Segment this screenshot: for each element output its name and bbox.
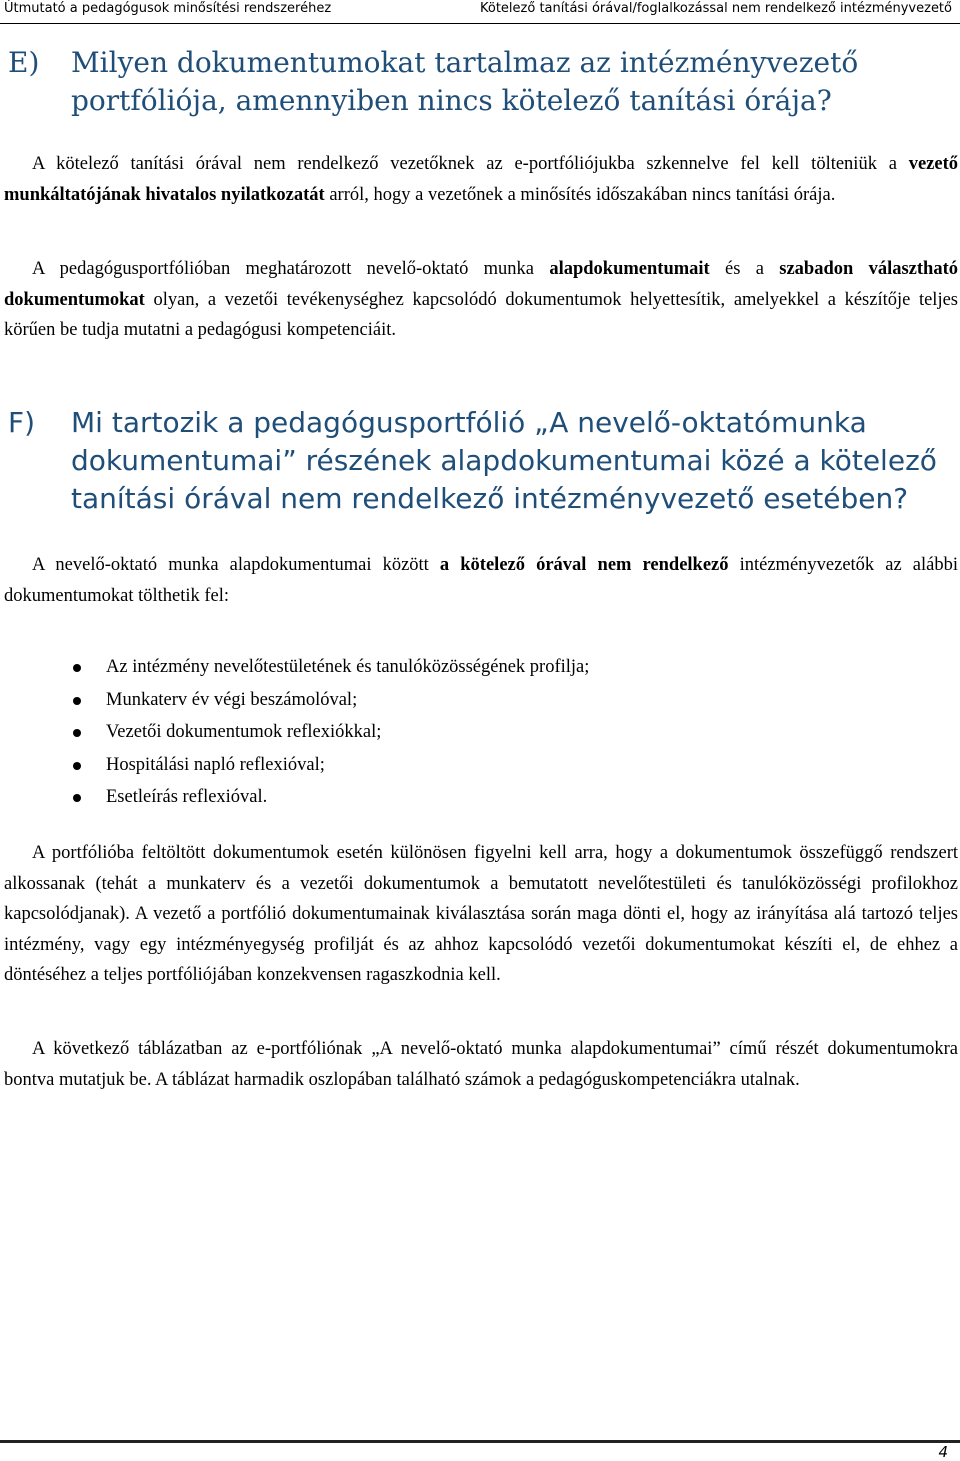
- bullet-icon: [73, 794, 81, 802]
- list-item: [0, 684, 589, 717]
- list-item: [0, 716, 589, 749]
- section-e-title: Milyen dokumentumokat tartalmaz az intézményvezető portfóliója, amennyiben nincs kötelező tanítási órája?: [71, 46, 859, 117]
- paragraph-1-text-c: arról, hogy a vezetőnek a minősítés időszakában nincs tanítási órája.: [324, 184, 836, 205]
- section-e-label: E): [8, 46, 40, 79]
- paragraph-2: [4, 254, 958, 346]
- paragraph-4-text: A portfólióba feltöltött dokumentumok esetén különösen figyelni kell arra, hogy a dokumentumok összefüggő rendszert alkossanak (tehát a munkaterv és a vezetői dokumentumok a bemutatott nevelőtestületi és tanulóközösségi profilokhoz kapcsolódjanak). A vezető a portfólió dokumentumainak kiválasztása során maga dönti el, hogy az irányítása alá tartozó teljes intézmény, vagy egy intézményegység profilját és az ahhoz kapcsolódó vezetői dokumentumokat készíti el, de ehhez a döntéséhez a teljes portfóliójában konzekvensen ragaszkodnia kell.: [4, 843, 958, 985]
- section-f-heading: [8, 404, 960, 518]
- list-item-text: Az intézmény nevelőtestületének és tanulóközösségének profilja;: [106, 657, 590, 677]
- bullet-icon: [73, 729, 81, 737]
- paragraph-2-text-e: olyan, a vezetői tevékenységhez kapcsolódó dokumentumok helyettesítik, amelyekkel a készítője teljes körűen be tudja mutatni a pedagógusi kompetenciáit.: [4, 289, 958, 340]
- bullet-icon: [73, 664, 81, 672]
- list-item-text: Hospitálási napló reflexióval;: [106, 754, 325, 775]
- paragraph-1: [4, 149, 958, 210]
- paragraph-3-bold: a kötelező órával nem rendelkező: [439, 555, 729, 575]
- section-e-heading: [8, 44, 960, 120]
- list-item-text: Vezetői dokumentumok reflexiókkal;: [106, 722, 382, 742]
- list-item: [0, 749, 589, 782]
- bullet-icon: [73, 697, 81, 705]
- section-f-label: F): [8, 406, 36, 439]
- footer-divider: [0, 1440, 960, 1443]
- page-number: 4: [938, 1443, 948, 1461]
- list-item: [0, 651, 589, 684]
- paragraph-5-text: A következő táblázatban az e-portfóliónak „A nevelő-oktató munka alapdokumentumai” című részét dokumentumokra bontva mutatjuk be. A táblázat harmadik oszlopában található számok a pedagóguskompetenciákra utalnak.: [4, 1039, 958, 1090]
- paragraph-1-bold: vezető munkáltatójának hivatalos nyilatkozatát: [4, 154, 958, 205]
- header-right-text: Kötelező tanítási órával/foglalkozással nem rendelkező intézményvezető: [480, 1, 952, 16]
- paragraph-5: [4, 1034, 958, 1095]
- header-left-text: Útmutató a pedagógusok minősítési rendszeréhez: [4, 1, 332, 16]
- paragraph-2-text-c: és a: [709, 259, 780, 279]
- paragraph-4: [4, 838, 958, 991]
- paragraph-3-text-a: A nevelő-oktató munka alapdokumentumai között: [32, 555, 440, 575]
- list-item-text: Esetleírás reflexióval.: [106, 787, 268, 807]
- document-list: [0, 651, 589, 814]
- bullet-icon: [73, 762, 81, 770]
- paragraph-2-text-a: A pedagógusportfólióban meghatározott nevelő-oktató munka: [32, 259, 550, 279]
- page-header: [0, 0, 960, 24]
- paragraph-3-text-c: intézményvezetők az alábbi dokumentumokat tölthetik fel:: [4, 555, 958, 606]
- paragraph-2-bold-1: alapdokumentumait: [549, 259, 710, 279]
- list-item: [0, 781, 589, 814]
- paragraph-2-bold-2: szabadon választható dokumentumokat: [4, 259, 958, 310]
- list-item-text: Munkaterv év végi beszámolóval;: [106, 689, 358, 710]
- paragraph-3: [4, 550, 958, 611]
- section-f-title: Mi tartozik a pedagógusportfólió „A nevelő-oktatómunka dokumentumai” részének alapdokumentumai közé a kötelező tanítási órával nem rendelkező intézményvezető esetében?: [71, 406, 937, 515]
- paragraph-1-text-a: A kötelező tanítási órával nem rendelkező vezetőknek az e-portfóliójukba szkennelve fel kell tölteniük a: [32, 154, 909, 174]
